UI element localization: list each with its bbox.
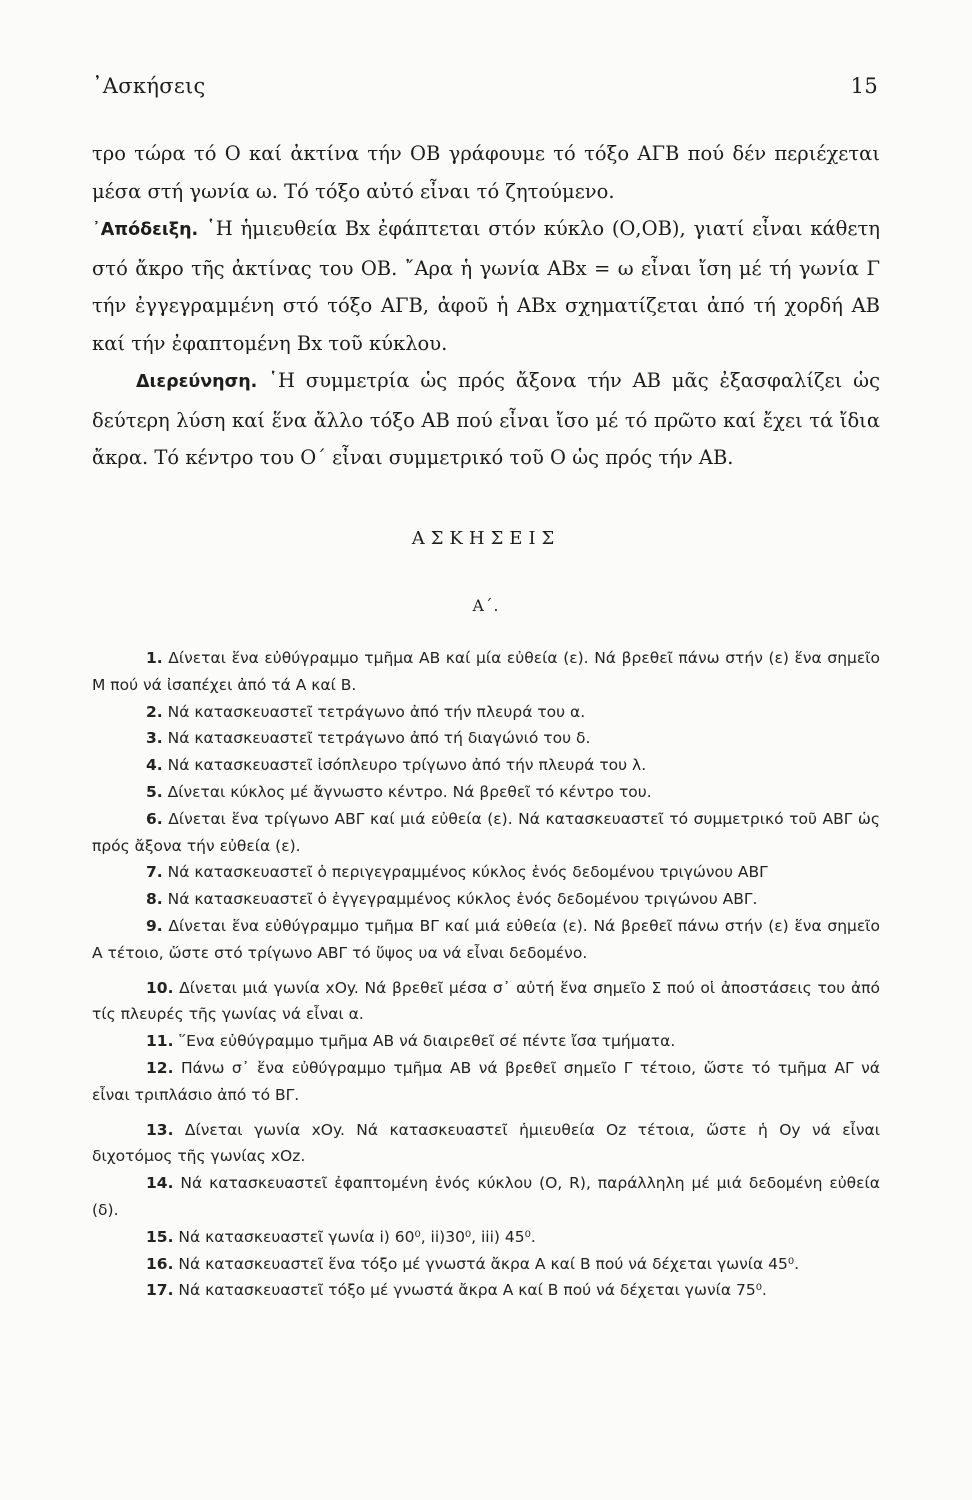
paragraph-proof — [92, 210, 880, 362]
exercise-number: 4. — [146, 756, 163, 775]
exercise-text: Νά κατασκευαστεῖ τετράγωνο ἀπό τήν πλευρά του α. — [167, 702, 586, 721]
exercise-number: 1. — [146, 649, 163, 667]
exercise-item — [92, 1277, 880, 1304]
exercise-item — [92, 886, 880, 913]
paragraph-construction — [92, 135, 880, 210]
exercise-text: Δίνεται ἕνα τρίγωνο ΑΒΓ καί μιά εὐθεία (ε). Νά κατασκευαστεῖ τό συμμετρικό τοῦ ΑΒΓ ὡς πρός ἄξονα τήν εὐθεία (ε). — [92, 809, 880, 855]
exercise-number: 14. — [146, 1174, 174, 1193]
exercise-number: 17. — [146, 1281, 174, 1300]
section-subheading: Α΄. — [472, 597, 500, 615]
paragraph-text: ῾Η συμμετρία ὡς πρός ἄξονα τήν ΑΒ μᾶς ἐξασφαλίζει ὡς δεύτερη λύση καί ἕνα ἄλλο τόξο ΑΒ πού εἶναι ἴσο μέ τό πρῶτο καί ἔχει τά ἴδια ἄκρα. Τό κέντρο του Ο΄ εἶναι συμμετρικό τοῦ Ο ὡς πρός τήν ΑΒ. — [92, 369, 880, 469]
exercise-item — [92, 1028, 880, 1055]
proof-label: ᾿Απόδειξη. — [92, 220, 199, 240]
exercise-list — [92, 645, 880, 1304]
exercise-text: Νά κατασκευαστεῖ γωνία i) 60⁰, ii)30⁰, iii) 45⁰. — [178, 1227, 536, 1246]
exercise-text: Πάνω σ᾿ ἕνα εὐθύγραμμο τμῆμα ΑΒ νά βρεθεῖ σημεῖο Γ τέτοιο, ὥστε τό τμῆμα ΑΓ νά εἶναι τριπλάσιο ἀπό τό ΒΓ. — [92, 1058, 880, 1104]
exercise-number: 7. — [146, 863, 163, 882]
running-head — [92, 74, 878, 98]
exercise-item — [92, 725, 880, 752]
exercise-number: 10. — [146, 978, 174, 997]
exercise-number: 16. — [146, 1254, 174, 1273]
exercise-text: Νά κατασκευαστεῖ ἰσόπλευρο τρίγωνο ἀπό τήν πλευρά του λ. — [167, 756, 647, 775]
exercise-text: Νά κατασκευαστεῖ ὁ ἐγγεγραμμένος κύκλος ἑνός δεδομένου τριγώνου ΑΒΓ. — [167, 890, 758, 909]
exercise-item — [92, 1251, 880, 1278]
exercise-number: 12. — [146, 1058, 174, 1077]
paragraph-text: τρο τώρα τό Ο καί ἀκτίνα τήν ΟΒ γράφουμε τό τόξο ΑΓΒ πού δέν περιέχεται μέσα στή γωνία ω. Τό τόξο αὐτό εἶναι τό ζητούμενο. — [92, 142, 880, 203]
exercise-item — [92, 699, 880, 726]
exercise-item — [92, 779, 880, 806]
exercise-item — [92, 1170, 880, 1224]
exercise-text: Δίνεται ἕνα εὐθύγραμμο τμῆμα ΒΓ καί μιά εὐθεία (ε). Νά βρεθεῖ πάνω στήν (ε) ἕνα σημεῖο Α τέτοιο, ὥστε στό τρίγωνο ΑΒΓ τό ὕψος υα νά εἶναι δεδομένο. — [92, 916, 880, 962]
exercise-number: 15. — [146, 1227, 174, 1246]
exercise-item — [92, 806, 880, 860]
exercise-number: 2. — [146, 702, 163, 721]
discussion-label: Διερεύνηση. — [136, 372, 258, 392]
exercise-text: Δίνεται μιά γωνία xOy. Νά βρεθεῖ μέσα σ᾿ αὐτή ἕνα σημεῖο Σ πού οἱ ἀποστάσεις του ἀπό τίς πλευρές τῆς γωνίας νά εἶναι α. — [92, 978, 880, 1024]
exercise-text: Δίνεται γωνία xOy. Νά κατασκευαστεῖ ἡμιευθεία Oz τέτοια, ὥστε ἡ Oy νά εἶναι διχοτόμος τῆς γωνίας xOz. — [92, 1120, 880, 1166]
exercise-text: ῞Ενα εὐθύγραμμο τμῆμα ΑΒ νά διαιρεθεῖ σέ πέντε ἴσα τμήματα. — [178, 1032, 676, 1051]
exercise-text: Νά κατασκευαστεῖ τετράγωνο ἀπό τή διαγώνιό του δ. — [167, 729, 591, 748]
exercise-number: 11. — [146, 1032, 174, 1051]
exercise-text: Νά κατασκευαστεῖ ἕνα τόξο μέ γνωστά ἄκρα Α καί Β πού νά δέχεται γωνία 45⁰. — [178, 1254, 800, 1273]
exercise-number: 8. — [146, 890, 163, 909]
exercise-number: 3. — [146, 729, 163, 748]
exercise-item — [92, 975, 880, 1029]
proof-text — [92, 135, 880, 477]
exercise-item — [92, 645, 880, 699]
exercise-number: 5. — [146, 782, 163, 801]
paragraph-discussion — [92, 362, 880, 477]
exercise-item — [92, 1224, 880, 1251]
paragraph-text: ῾Η ἡμιευθεία Βx ἐφάπτεται στόν κύκλο (Ο,ΟΒ), γιατί εἶναι κάθετη στό ἄκρο τῆς ἀκτίνας του ΟΒ. ῎Αρα ἡ γωνία ΑΒx = ω εἶναι ἴση μέ τή γωνία Γ τήν ἐγγεγραμμένη στό τόξο ΑΓΒ, ἀφοῦ ἡ ΑΒx σχηματίζεται ἀπό τή χορδή ΑΒ καί τήν ἐφαπτομένη Βx τοῦ κύκλου. — [92, 217, 880, 355]
exercise-text: Νά κατασκευαστεῖ τόξο μέ γνωστά ἄκρα Α καί Β πού νά δέχεται γωνία 75⁰. — [178, 1281, 767, 1300]
exercise-item — [92, 752, 880, 779]
exercise-text: Δίνεται κύκλος μέ ἄγνωστο κέντρο. Νά βρεθεῖ τό κέντρο του. — [167, 782, 652, 801]
exercise-item — [92, 913, 880, 967]
section-heading: ΑΣΚΗΣΕΙΣ — [411, 528, 561, 549]
exercise-text: Νά κατασκευαστεῖ ἐφαπτομένη ἑνός κύκλου (Ο, R), παράλληλη μέ μιά δεδομένη εὐθεία (δ). — [92, 1174, 880, 1219]
exercise-text: Νά κατασκευαστεῖ ὁ περιγεγραμμένος κύκλος ἑνός δεδομένου τριγώνου ΑΒΓ — [167, 863, 768, 882]
page-number: 15 — [850, 74, 878, 98]
exercise-number: 13. — [146, 1120, 174, 1139]
exercise-item — [92, 1055, 880, 1109]
exercise-text: Δίνεται ἕνα εὐθύγραμμο τμῆμα ΑΒ καί μία εὐθεία (ε). Νά βρεθεῖ πάνω στήν (ε) ἕνα σημεῖο Μ πού νά ἰσαπέχει ἀπό τά Α καί Β. — [92, 649, 880, 694]
exercise-item — [92, 859, 880, 886]
running-head-title: ᾿Ασκήσεις — [92, 74, 206, 98]
exercise-number: 6. — [146, 809, 163, 828]
exercise-item — [92, 1117, 880, 1171]
exercise-number: 9. — [146, 916, 163, 935]
